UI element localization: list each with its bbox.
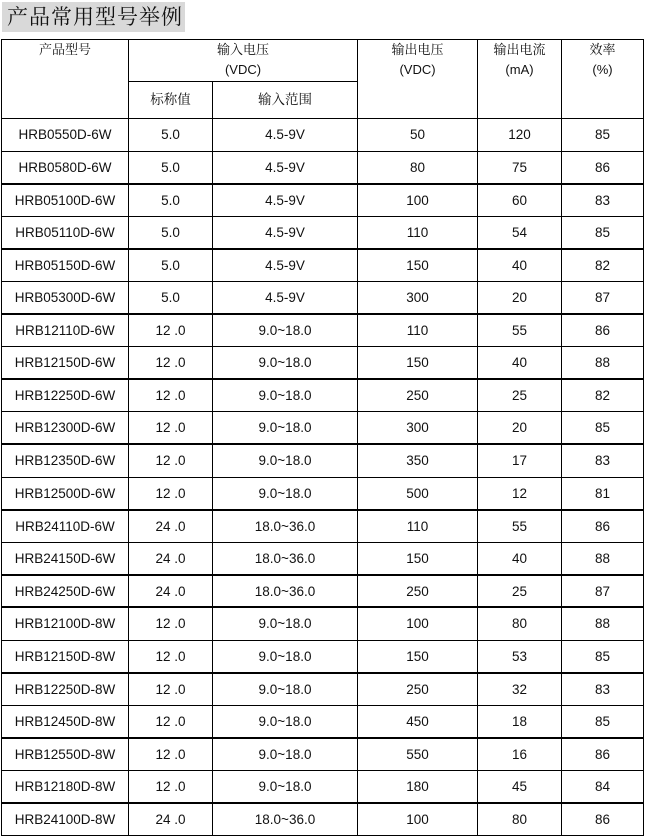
nominal-voltage-cell: 12 .0 [129, 673, 213, 706]
table-row [2, 119, 644, 152]
table-row [2, 477, 644, 510]
input-range-cell: 4.5-9V [213, 184, 358, 217]
nominal-voltage-cell: 12 .0 [129, 314, 213, 347]
input-range-cell: 9.0~18.0 [213, 379, 358, 412]
output-voltage-cell: 150 [358, 640, 478, 673]
output-voltage-cell: 100 [358, 803, 478, 836]
efficiency-cell: 86 [562, 738, 644, 771]
output-current-cell: 25 [478, 575, 562, 608]
efficiency-cell: 83 [562, 673, 644, 706]
model-cell: HRB24110D-6W [2, 510, 129, 543]
table-row [2, 216, 644, 249]
table-row [2, 281, 644, 314]
input-range-cell: 18.0~36.0 [213, 803, 358, 836]
efficiency-cell: 86 [562, 151, 644, 184]
table-body [2, 119, 644, 836]
output-current-cell: 20 [478, 412, 562, 445]
output-current-cell: 55 [478, 510, 562, 543]
header-nominal: 标称值 [129, 82, 213, 119]
efficiency-cell: 88 [562, 347, 644, 380]
table-row [2, 542, 644, 575]
efficiency-cell: 86 [562, 314, 644, 347]
efficiency-cell: 86 [562, 510, 644, 543]
header-efficiency [562, 40, 644, 119]
model-cell: HRB12500D-6W [2, 477, 129, 510]
header-output-voltage-unit: (VDC) [399, 62, 436, 77]
header-model-label: 产品型号 [38, 42, 91, 57]
output-voltage-cell: 450 [358, 705, 478, 738]
model-cell: HRB12350D-6W [2, 444, 129, 477]
model-cell: HRB12180D-8W [2, 770, 129, 803]
model-cell: HRB12100D-8W [2, 607, 129, 640]
efficiency-cell: 81 [562, 477, 644, 510]
nominal-voltage-cell: 5.0 [129, 281, 213, 314]
table-row [2, 347, 644, 380]
nominal-voltage-cell: 24 .0 [129, 510, 213, 543]
output-current-cell: 45 [478, 770, 562, 803]
model-cell: HRB12110D-6W [2, 314, 129, 347]
output-voltage-cell: 180 [358, 770, 478, 803]
model-cell: HRB24100D-8W [2, 803, 129, 836]
input-range-cell: 4.5-9V [213, 119, 358, 152]
page-title: 产品常用型号举例 [2, 2, 185, 32]
model-cell: HRB12300D-6W [2, 412, 129, 445]
input-range-cell: 18.0~36.0 [213, 510, 358, 543]
efficiency-cell: 84 [562, 770, 644, 803]
input-range-cell: 9.0~18.0 [213, 673, 358, 706]
header-output-current [478, 40, 562, 119]
input-range-cell: 18.0~36.0 [213, 575, 358, 608]
product-spec-table [1, 39, 644, 836]
output-current-cell: 40 [478, 542, 562, 575]
output-voltage-cell: 110 [358, 216, 478, 249]
efficiency-cell: 83 [562, 444, 644, 477]
input-range-cell: 9.0~18.0 [213, 412, 358, 445]
input-range-cell: 9.0~18.0 [213, 640, 358, 673]
output-voltage-cell: 550 [358, 738, 478, 771]
efficiency-cell: 87 [562, 575, 644, 608]
nominal-voltage-cell: 12 .0 [129, 477, 213, 510]
model-cell: HRB05300D-6W [2, 281, 129, 314]
input-range-cell: 9.0~18.0 [213, 347, 358, 380]
efficiency-cell: 82 [562, 379, 644, 412]
header-efficiency-label: 效率 [589, 42, 616, 57]
output-current-cell: 120 [478, 119, 562, 152]
model-cell: HRB12550D-8W [2, 738, 129, 771]
nominal-voltage-cell: 12 .0 [129, 640, 213, 673]
table-row [2, 379, 644, 412]
table-row [2, 510, 644, 543]
model-cell: HRB05100D-6W [2, 184, 129, 217]
table-row [2, 249, 644, 282]
output-current-cell: 54 [478, 216, 562, 249]
model-cell: HRB12150D-8W [2, 640, 129, 673]
output-current-cell: 40 [478, 347, 562, 380]
efficiency-cell: 85 [562, 412, 644, 445]
output-voltage-cell: 110 [358, 314, 478, 347]
efficiency-cell: 88 [562, 607, 644, 640]
output-voltage-cell: 250 [358, 575, 478, 608]
header-output-voltage [358, 40, 478, 119]
output-voltage-cell: 300 [358, 281, 478, 314]
nominal-voltage-cell: 5.0 [129, 216, 213, 249]
efficiency-cell: 86 [562, 803, 644, 836]
table-row [2, 607, 644, 640]
input-range-cell: 18.0~36.0 [213, 542, 358, 575]
nominal-voltage-cell: 5.0 [129, 151, 213, 184]
table-row [2, 314, 644, 347]
model-cell: HRB24150D-6W [2, 542, 129, 575]
header-output-voltage-label: 输出电压 [391, 42, 444, 57]
input-range-cell: 4.5-9V [213, 249, 358, 282]
output-current-cell: 75 [478, 151, 562, 184]
input-range-cell: 4.5-9V [213, 151, 358, 184]
model-cell: HRB24250D-6W [2, 575, 129, 608]
input-range-cell: 9.0~18.0 [213, 314, 358, 347]
nominal-voltage-cell: 12 .0 [129, 412, 213, 445]
model-cell: HRB05150D-6W [2, 249, 129, 282]
output-current-cell: 60 [478, 184, 562, 217]
output-voltage-cell: 300 [358, 412, 478, 445]
output-current-cell: 18 [478, 705, 562, 738]
output-voltage-cell: 150 [358, 249, 478, 282]
table-row [2, 444, 644, 477]
header-input-voltage-label: 输入电压 [217, 42, 270, 57]
header-input-range: 输入范围 [213, 82, 358, 119]
table-row [2, 673, 644, 706]
efficiency-cell: 85 [562, 705, 644, 738]
header-input-voltage-unit: (VDC) [224, 62, 262, 77]
table-row [2, 803, 644, 836]
output-voltage-cell: 250 [358, 379, 478, 412]
nominal-voltage-cell: 5.0 [129, 249, 213, 282]
model-cell: HRB12250D-6W [2, 379, 129, 412]
input-range-cell: 9.0~18.0 [213, 770, 358, 803]
header-output-current-label: 输出电流 [493, 42, 546, 57]
output-current-cell: 17 [478, 444, 562, 477]
input-range-cell: 9.0~18.0 [213, 705, 358, 738]
efficiency-cell: 88 [562, 542, 644, 575]
nominal-voltage-cell: 12 .0 [129, 738, 213, 771]
nominal-voltage-cell: 12 .0 [129, 379, 213, 412]
model-cell: HRB12250D-8W [2, 673, 129, 706]
nominal-voltage-cell: 12 .0 [129, 444, 213, 477]
efficiency-cell: 85 [562, 119, 644, 152]
model-cell: HRB0550D-6W [2, 119, 129, 152]
input-range-cell: 9.0~18.0 [213, 738, 358, 771]
input-range-cell: 9.0~18.0 [213, 444, 358, 477]
table-row [2, 184, 644, 217]
table-row [2, 640, 644, 673]
output-current-cell: 12 [478, 477, 562, 510]
header-input-voltage [129, 40, 358, 82]
table-row [2, 151, 644, 184]
model-cell: HRB12150D-6W [2, 347, 129, 380]
output-voltage-cell: 80 [358, 151, 478, 184]
efficiency-cell: 82 [562, 249, 644, 282]
model-cell: HRB05110D-6W [2, 216, 129, 249]
table-row [2, 412, 644, 445]
nominal-voltage-cell: 12 .0 [129, 705, 213, 738]
output-voltage-cell: 100 [358, 184, 478, 217]
input-range-cell: 9.0~18.0 [213, 477, 358, 510]
output-voltage-cell: 110 [358, 510, 478, 543]
efficiency-cell: 85 [562, 216, 644, 249]
nominal-voltage-cell: 12 .0 [129, 347, 213, 380]
input-range-cell: 4.5-9V [213, 216, 358, 249]
output-current-cell: 53 [478, 640, 562, 673]
nominal-voltage-cell: 12 .0 [129, 607, 213, 640]
nominal-voltage-cell: 5.0 [129, 184, 213, 217]
output-voltage-cell: 350 [358, 444, 478, 477]
table-row [2, 738, 644, 771]
header-efficiency-unit: (%) [592, 62, 613, 77]
output-voltage-cell: 150 [358, 542, 478, 575]
nominal-voltage-cell: 24 .0 [129, 575, 213, 608]
model-cell: HRB12450D-8W [2, 705, 129, 738]
nominal-voltage-cell: 12 .0 [129, 770, 213, 803]
efficiency-cell: 85 [562, 640, 644, 673]
model-cell: HRB0580D-6W [2, 151, 129, 184]
input-range-cell: 9.0~18.0 [213, 607, 358, 640]
output-voltage-cell: 250 [358, 673, 478, 706]
output-current-cell: 25 [478, 379, 562, 412]
output-voltage-cell: 500 [358, 477, 478, 510]
output-current-cell: 32 [478, 673, 562, 706]
output-current-cell: 80 [478, 803, 562, 836]
header-model [2, 40, 129, 119]
table-row [2, 770, 644, 803]
output-current-cell: 55 [478, 314, 562, 347]
output-current-cell: 20 [478, 281, 562, 314]
output-voltage-cell: 150 [358, 347, 478, 380]
table-row [2, 705, 644, 738]
output-current-cell: 40 [478, 249, 562, 282]
table-row [2, 575, 644, 608]
efficiency-cell: 83 [562, 184, 644, 217]
nominal-voltage-cell: 5.0 [129, 119, 213, 152]
input-range-cell: 4.5-9V [213, 281, 358, 314]
nominal-voltage-cell: 24 .0 [129, 542, 213, 575]
output-voltage-cell: 50 [358, 119, 478, 152]
header-output-current-unit: (mA) [505, 62, 534, 77]
output-current-cell: 16 [478, 738, 562, 771]
nominal-voltage-cell: 24 .0 [129, 803, 213, 836]
efficiency-cell: 87 [562, 281, 644, 314]
output-current-cell: 80 [478, 607, 562, 640]
output-voltage-cell: 100 [358, 607, 478, 640]
